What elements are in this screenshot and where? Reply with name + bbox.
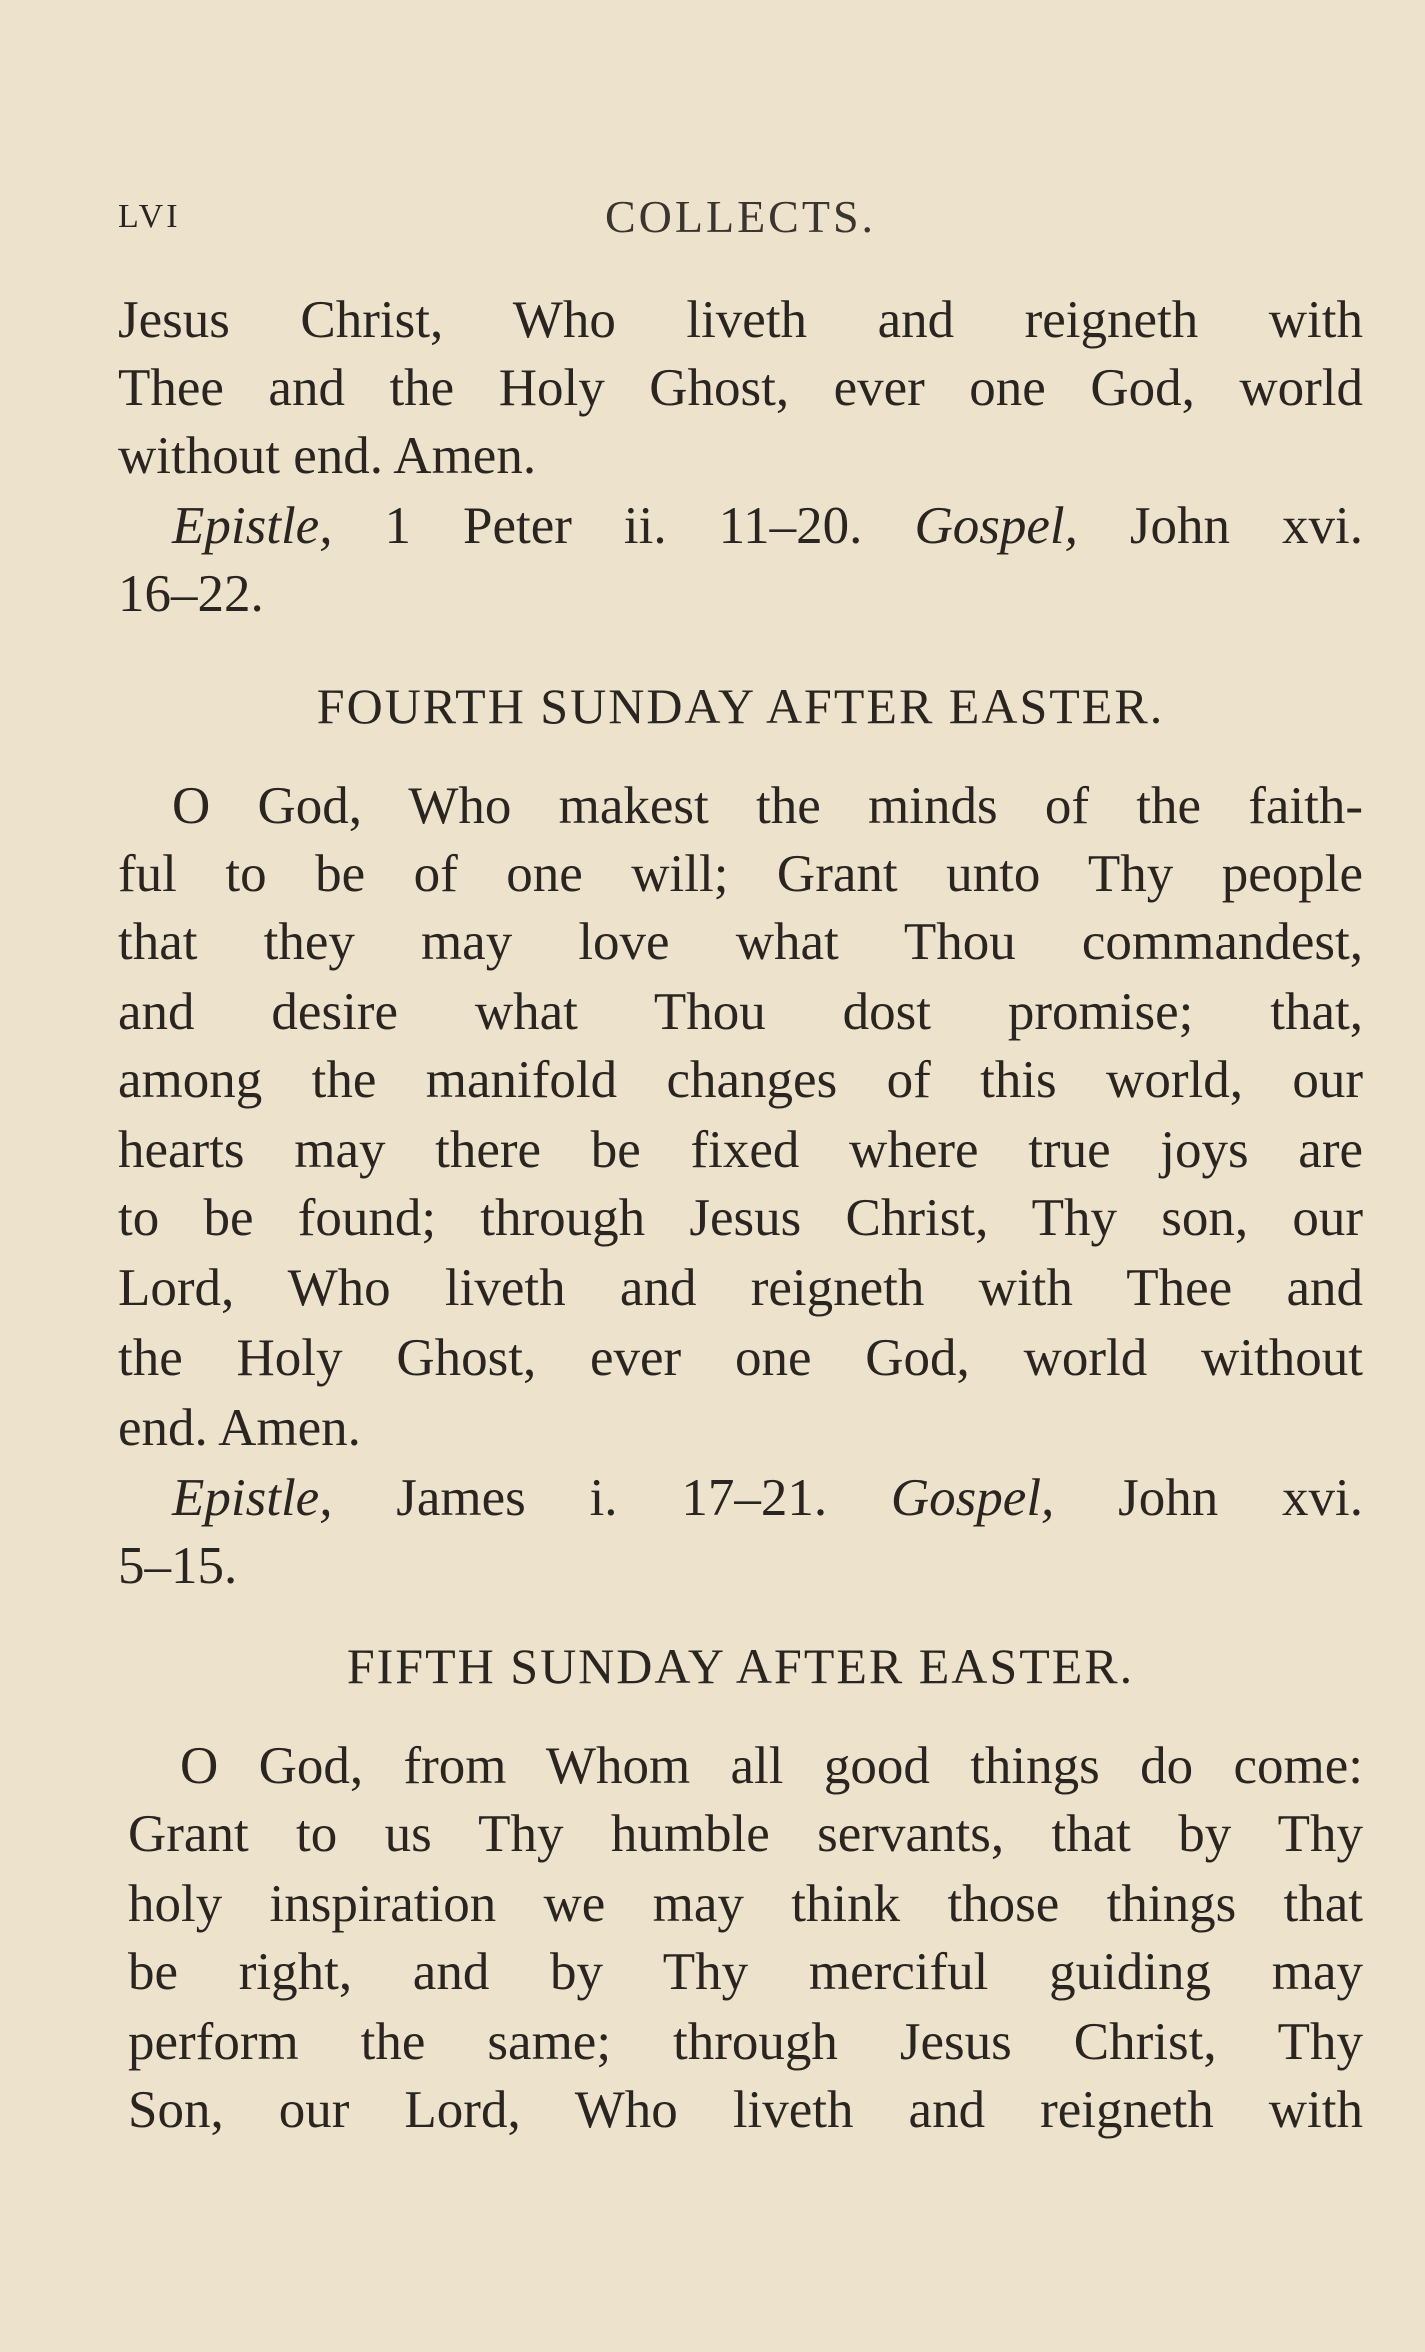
running-title: COLLECTS. [604, 191, 877, 242]
gospel-reference: John xvi. [1054, 1469, 1363, 1527]
gospel-label: Gospel, [914, 497, 1078, 555]
text-line: the Holy Ghost, ever one God, world without [118, 1329, 1363, 1387]
text-line: holy inspiration we may think those things that [128, 1875, 1363, 1933]
epistle-reference: 1 Peter ii. 11–20. [332, 497, 863, 555]
text-line: Thee and the Holy Ghost, ever one God, world [118, 359, 1363, 417]
text-line: among the manifold changes of this world, our [118, 1051, 1363, 1109]
text-line: Son, our Lord, Who liveth and reigneth with [128, 2081, 1363, 2139]
text-line: end. Amen. [118, 1399, 361, 1457]
text-line: O God, Who makest the minds of the faith- [172, 777, 1363, 835]
lessons-line [172, 494, 1363, 558]
running-head [118, 190, 1363, 250]
text-line: be right, and by Thy merciful guiding may [128, 1943, 1363, 2001]
epistle-label: Epistle, [172, 1469, 333, 1527]
text-line: Jesus Christ, Who liveth and reigneth with [118, 291, 1363, 349]
text-line: hearts may there be fixed where true joys are [118, 1121, 1363, 1179]
text-line: to be found; through Jesus Christ, Thy son, our [118, 1189, 1363, 1247]
text-line: ful to be of one will; Grant unto Thy people [118, 845, 1363, 903]
gospel-reference: John xvi. [1077, 497, 1364, 555]
text-line: and desire what Thou dost promise; that, [118, 983, 1363, 1041]
lessons-line [172, 1466, 1363, 1530]
text-line: Lord, Who liveth and reigneth with Thee and [118, 1259, 1363, 1317]
section-heading: FIFTH SUNDAY AFTER EASTER. [346, 1638, 1135, 1694]
gospel-label: Gospel, [890, 1469, 1055, 1527]
epistle-reference: James i. 17–21. [332, 1469, 828, 1527]
lessons-tail: 16–22. [118, 565, 264, 623]
text-line: perform the same; through Jesus Christ, Thy [128, 2013, 1363, 2071]
page-number: LVI [118, 198, 181, 235]
text-line: Grant to us Thy humble servants, that by Thy [128, 1805, 1363, 1863]
lessons-tail: 5–15. [118, 1537, 238, 1595]
text-line: O God, from Whom all good things do come: [180, 1737, 1363, 1795]
text-line: that they may love what Thou commandest, [118, 913, 1363, 971]
text-line: without end. Amen. [118, 427, 537, 485]
section-heading: FOURTH SUNDAY AFTER EASTER. [316, 678, 1165, 734]
epistle-label: Epistle, [172, 497, 333, 555]
